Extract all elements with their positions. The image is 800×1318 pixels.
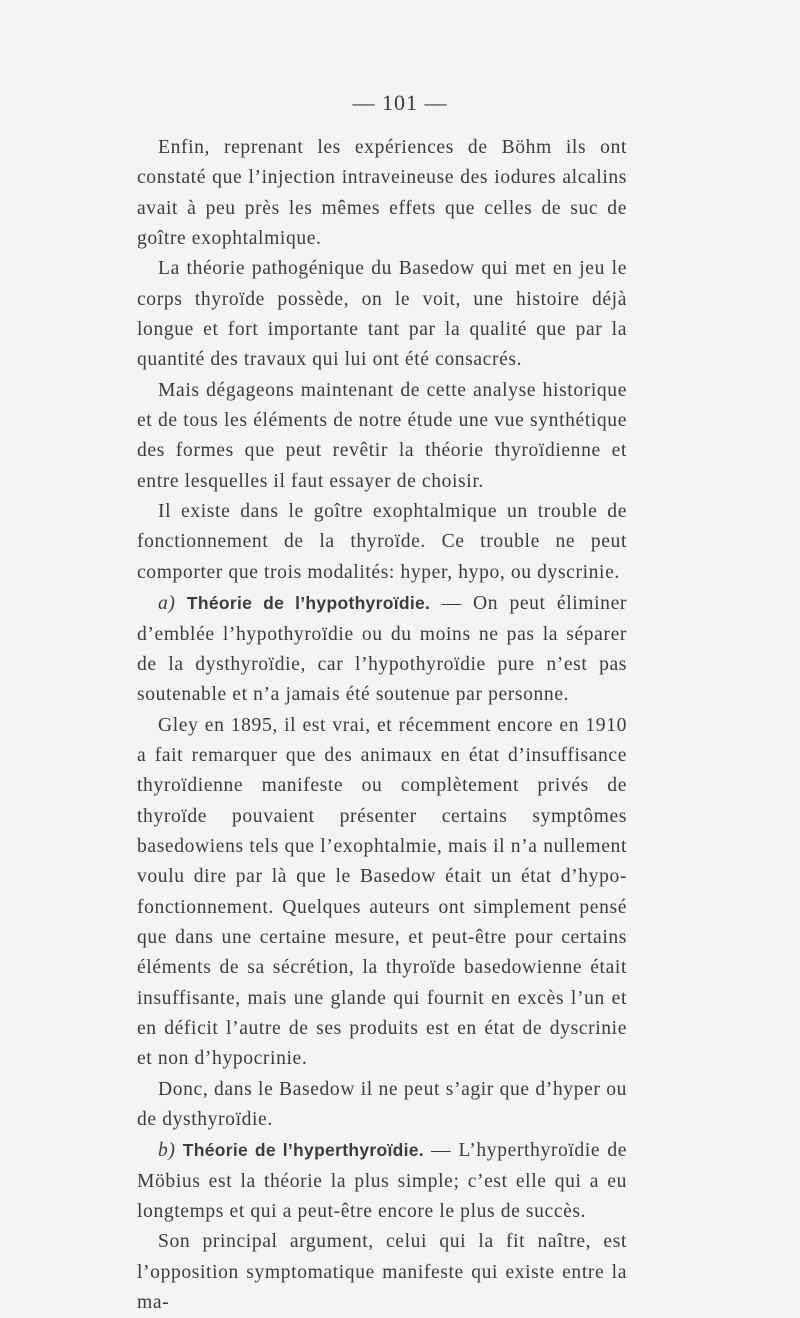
body-text — [137, 133, 627, 1318]
paragraph-conclusion: Donc, dans le Basedow il ne peut s’agir que d’hyper ou de dysthyroïdie. — [137, 1078, 627, 1130]
section-b-label: b) — [158, 1140, 176, 1162]
section-hypothyroidie — [137, 588, 627, 710]
paragraph-pathogenic-theory: La théorie pathogénique du Basedow qui met en jeu le corps thyroïde possède, on le voit, une histoire déjà longue et fort importante tant par la qualité que par la quantité des travaux qui lui ont été consacrés. — [137, 258, 627, 371]
paragraph-synthesis: Mais dégageons maintenant de cette analyse historique et de tous les éléments de notre étude une vue synthétique des formes que peut revêtir la théorie thyroïdienne et entre lesquelles il faut essayer de choisir. — [137, 379, 627, 492]
paragraph-gley: Gley en 1895, il est vrai, et récemment encore en 1910 a fait remarquer que des animaux en état d’insuffisance thyroïdienne manifeste ou complètement privés de thyroïde pouvaient présenter certains symptômes basedowiens tels que l’exophtalmie, mais il n’a nullement voulu dire par là que le Basedow était un état d’hypo-fonctionnement. Quelques auteurs ont simplement pensé que dans une certaine mesure, et peut-être pour certains éléments de sa sécrétion, la thyroïde basedowienne était insuffisante, mais une glande qui fournit en excès l’un et en déficit l’autre de ses produits est en état de dyscrinie et non d’hypocrinie. — [137, 714, 627, 1070]
paragraph-three-modalities: Il existe dans le goître exophtalmique un trouble de fonctionnement de la thyroïde. Ce trouble ne peut comporter que trois modalités: hyper, hypo, ou dyscrinie. — [137, 501, 627, 583]
paragraph-bohm-experiments: Enfin, reprenant les expériences de Böhm ils ont constaté que l’injection intraveineuse des iodures alcalins avait à peu près les mêmes effets que celles de suc de goître exophtalmique. — [137, 137, 627, 250]
section-a-label: a) — [158, 593, 176, 615]
paragraph-main-argument: Son principal argument, celui qui la fit naître, est l’opposition symptomatique manifeste qui existe entre la ma- — [137, 1231, 627, 1314]
section-hyperthyroidie — [137, 1135, 627, 1227]
section-b-heading: Théorie de l’hyperthyroïdie. — [182, 1140, 424, 1161]
section-a-text: — On peut éliminer d’emblée l’hypothyroïdie ou du moins ne pas la séparer de la dysthyroïdie, car l’hypothyroïdie pure n’est pas soutenable et n’a jamais été soutenue par personne. — [137, 593, 627, 706]
section-b-text: — L’hyperthyroïdie de Möbius est la théorie la plus simple; c’est elle qui a eu longtemps et qui a peut-être encore le plus de succès. — [137, 1140, 628, 1223]
page-number: — 101 — — [352, 90, 448, 115]
section-a-heading: Théorie de l’hypothyroïdie. — [186, 593, 431, 614]
